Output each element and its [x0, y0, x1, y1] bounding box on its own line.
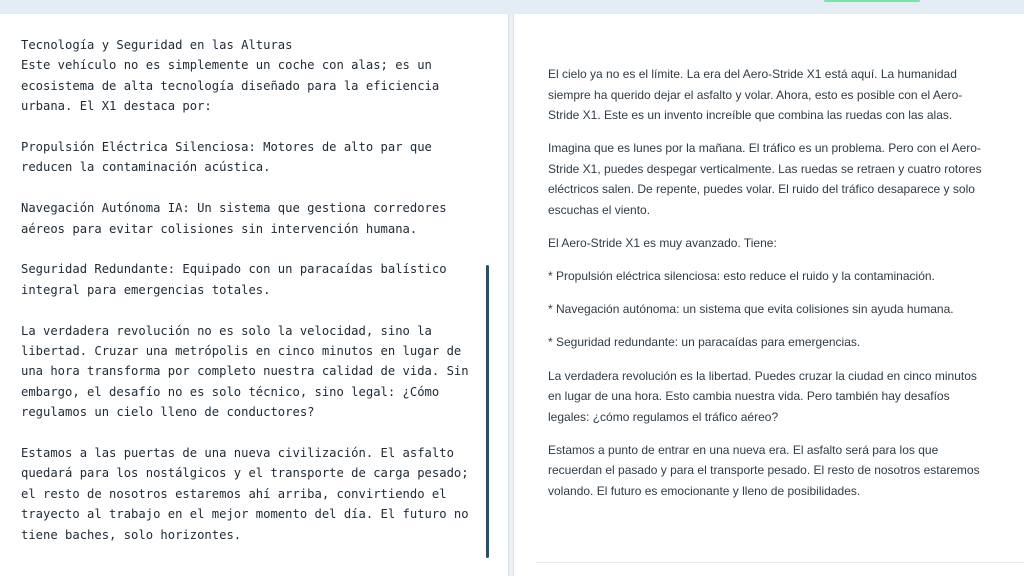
- source-textarea[interactable]: [21, 35, 483, 545]
- source-feature-1: Propulsión Eléctrica Silenciosa: Motores de alto par que reducen la contaminación acústica.: [21, 140, 432, 175]
- top-accent-indicator: [824, 0, 920, 2]
- source-title: Tecnología y Seguridad en las Alturas: [21, 38, 293, 52]
- output-divider: [536, 562, 1024, 563]
- output-paragraph: Estamos a punto de entrar en una nueva era. El asfalto será para los que recuerdan el pasado y para el transporte pesado. El resto de nosotros estaremos volando. El futuro es emocionante y lleno de posibilidades.: [548, 442, 980, 498]
- output-list-item: * Seguridad redundante: un paracaídas para emergencias.: [548, 335, 861, 350]
- output-paragraph: Imagina que es lunes por la mañana. El tráfico es un problema. Pero con el Aero-Stride X1, puedes despegar verticalmente. Las ruedas se retraen y cuatro rotores eléctricos salen. De repente, puedes volar. El ruido del tráfico desaparece y solo escuchas el viento.: [548, 141, 982, 218]
- output-text: [548, 64, 988, 514]
- output-text-panel: [513, 14, 1024, 576]
- top-bar: [0, 0, 1024, 14]
- source-paragraph-revolution: La verdadera revolución no es solo la velocidad, sino la libertad. Cruzar una metrópolis en cinco minutos en lugar de una hora transforma por completo nuestra calidad de vida. Sin embargo, el desafío no es solo técnico, sino legal: ¿Cómo regulamos un cielo lleno de conductores?: [21, 323, 469, 420]
- output-paragraph: El Aero-Stride X1 es muy avanzado. Tiene:: [548, 236, 777, 251]
- output-list-item: * Navegación autónoma: un sistema que evita colisiones sin ayuda humana.: [548, 302, 954, 317]
- source-paragraph-civilization: Estamos a las puertas de una nueva civilización. El asfalto quedará para los nostálgicos y el transporte de carga pesado; el resto de nosotros estaremos ahí arriba, convirtiendo el trayecto al trabajo en el mejor momento del día. El futuro no tiene baches, solo horizontes.: [21, 446, 469, 542]
- source-text-panel[interactable]: [0, 14, 509, 576]
- output-paragraph: La verdadera revolución es la libertad. Puedes cruzar la ciudad en cinco minutos en lugar de una hora. Esto cambia nuestra vida. Pero también hay desafíos legales: ¿cómo regulamos el tráfico aéreo?: [548, 368, 977, 424]
- source-feature-3: Seguridad Redundante: Equipado con un paracaídas balístico integral para emergencias totales.: [21, 262, 447, 297]
- output-list-item: * Propulsión eléctrica silenciosa: esto reduce el ruido y la contaminación.: [548, 269, 935, 284]
- source-feature-2: Navegación Autónoma IA: Un sistema que gestiona corredores aéreos para evitar colisiones sin intervención humana.: [21, 201, 447, 236]
- source-scrollbar-thumb[interactable]: [486, 265, 489, 558]
- source-intro: Este vehículo no es simplemente un coche con alas; es un ecosistema de alta tecnología diseñado para la eficiencia urbana. El X1 destaca por:: [21, 58, 440, 114]
- output-paragraph: El cielo ya no es el límite. La era del Aero-Stride X1 está aquí. La humanidad siempre ha querido dejar el asfalto y volar. Ahora, esto es posible con el Aero-Stride X1. Este es un invento increíble que combina las ruedas con las alas.: [548, 67, 963, 123]
